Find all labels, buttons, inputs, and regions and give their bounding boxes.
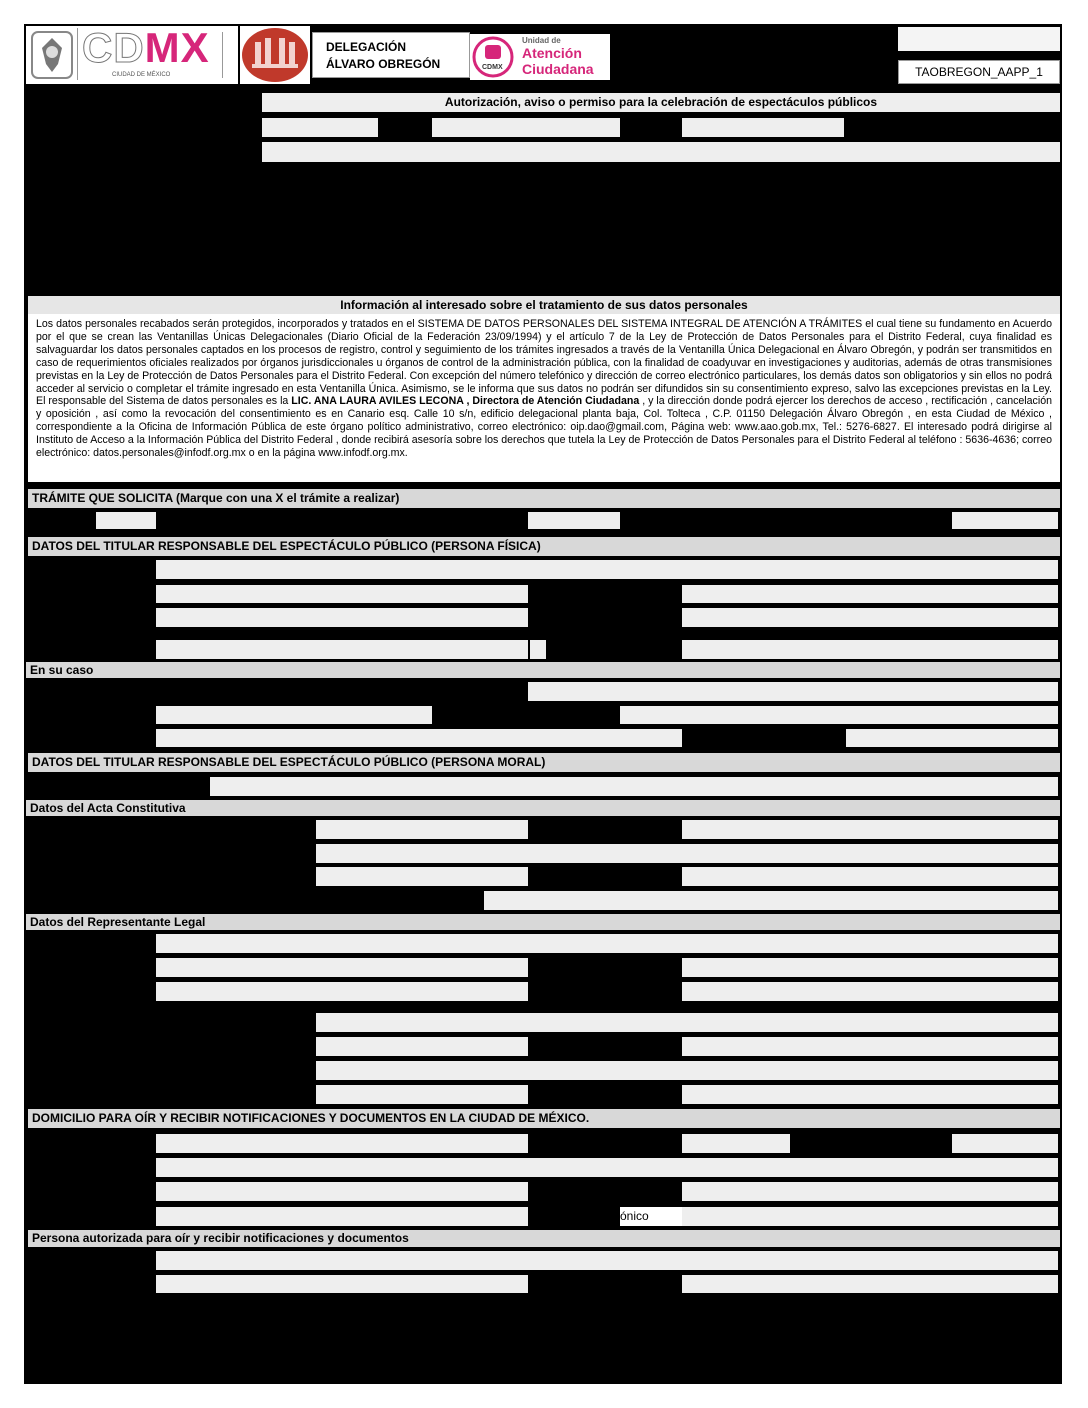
uac-badge: CDMX (482, 64, 503, 71)
privacy-notice (28, 314, 1060, 482)
dom-calle-field[interactable] (156, 1134, 528, 1153)
fisica-field-4c[interactable] (682, 640, 1058, 659)
acta-field-3b[interactable] (682, 867, 1058, 886)
rep-field-3a[interactable] (156, 982, 528, 1001)
en-su-caso-field-3b[interactable] (846, 729, 1058, 747)
acta-field-1b[interactable] (682, 820, 1058, 839)
en-su-caso-field-2a[interactable] (156, 706, 432, 724)
privacy-text-after: , y la dirección donde podrá ejercer los derechos de acceso , rectificación , cancelación y oposición , así como la revocación del consentimiento es en Canario esq. Calle 10 s/n, edificio delegacional planta baja, Col. Tolteca , C.P. 01150 Delegación Álvaro Obregón , en esta Ciudad de México , correspondiente a la Oficina de Información Pública de este órgano político administrativo, correo electrónico: oip.dao@gmail.com, Página web: www.aao.gob.mx, Tel.: 5276-6827. El interesado podrá dirigirse al Instituto de Acceso a la Información Pública del Distrito Federal , donde recibirá asesoría sobre los derechos que tutela la Ley de Protección de Datos Personales para el Distrito Federal al teléfono : 5636-4636; correo electrónico: datos.personales@infodf.org.mx o en la página www.infodf.org.mx. (36, 395, 1052, 460)
rep-field-5b[interactable] (682, 1037, 1058, 1056)
tramite-checkbox-1[interactable] (96, 512, 156, 529)
uac-line3: Ciudadana (522, 61, 594, 77)
rep-field-2a[interactable] (156, 958, 528, 977)
delegation-seal (240, 26, 310, 84)
form-sheet (24, 24, 1062, 1384)
acta-field-1a[interactable] (316, 820, 528, 839)
dom-field-4a[interactable] (156, 1207, 528, 1226)
fisica-field-2b[interactable] (682, 585, 1058, 603)
header-field-3[interactable] (682, 118, 844, 137)
section-persona-moral: DATOS DEL TITULAR RESPONSABLE DEL ESPECTÁCULO PÚBLICO (PERSONA MORAL) (28, 753, 1060, 772)
rep-field-5a[interactable] (316, 1037, 528, 1056)
uac-line1: Unidad de (522, 36, 561, 45)
dom-email-label-text: ónico (620, 1209, 649, 1223)
dom-email-label (620, 1207, 682, 1226)
section-persona-fisica: DATOS DEL TITULAR RESPONSABLE DEL ESPECTÁCULO PÚBLICO (PERSONA FÍSICA) (28, 537, 1060, 556)
autorizada-field-1[interactable] (156, 1251, 1058, 1270)
delegation-name-line2: ÁLVARO OBREGÓN (326, 57, 441, 71)
fisica-field-4b[interactable] (530, 640, 546, 659)
delegation-name-box (312, 32, 470, 78)
dom-num-int-field[interactable] (952, 1134, 1058, 1153)
en-su-caso-field-2b[interactable] (620, 706, 1058, 724)
section-persona-autorizada: Persona autorizada para oír y recibir notificaciones y documentos (28, 1230, 1060, 1247)
delegation-name-line1: DELEGACIÓN (326, 40, 407, 54)
fisica-field-2a[interactable] (156, 585, 528, 603)
header-field-4[interactable] (262, 142, 1060, 162)
delegation-seal-icon (240, 26, 310, 84)
dom-field-3a[interactable] (156, 1182, 528, 1201)
form-code-box (898, 60, 1060, 84)
fisica-field-3b[interactable] (682, 608, 1058, 627)
atencion-ciudadana-icon (472, 35, 514, 79)
cdmx-logo-text: CDMX (82, 24, 210, 71)
cdmx-logo (26, 26, 238, 84)
dom-field-3b[interactable] (682, 1182, 1058, 1201)
rep-field-3b[interactable] (682, 982, 1058, 1001)
fisica-field-4a[interactable] (156, 640, 528, 659)
acta-field-4[interactable] (484, 891, 1058, 910)
dom-colonia-field[interactable] (156, 1158, 1058, 1177)
section-domicilio: DOMICILIO PARA OÍR Y RECIBIR NOTIFICACIONES Y DOCUMENTOS EN LA CIUDAD DE MÉXICO. (28, 1109, 1060, 1128)
tramite-checkbox-3[interactable] (952, 512, 1058, 529)
rep-field-7b[interactable] (682, 1085, 1058, 1104)
rep-name-field[interactable] (156, 934, 1058, 953)
dom-email-field[interactable] (682, 1207, 1058, 1226)
autorizada-field-2a[interactable] (156, 1275, 528, 1293)
autorizada-field-2b[interactable] (682, 1275, 1058, 1293)
privacy-responsible: LIC. ANA LAURA AVILES LECONA , Directora de Atención Ciudadana (291, 395, 640, 408)
acta-field-3a[interactable] (316, 867, 528, 886)
acta-field-2[interactable] (316, 844, 1058, 863)
dom-num-ext-field[interactable] (682, 1134, 790, 1153)
coat-of-arms-icon (30, 30, 74, 80)
uac-line2: Atención (522, 45, 582, 61)
section-en-su-caso: En su caso (26, 662, 1060, 678)
tramite-checkbox-2[interactable] (528, 512, 620, 529)
header-field-1[interactable] (262, 118, 378, 137)
privacy-heading: Información al interesado sobre el tratamiento de sus datos personales (28, 296, 1060, 314)
privacy-text-before: Los datos personales recabados serán protegidos, incorporados y tratados en el SISTEMA DE DATOS PERSONALES DEL SISTEMA INTEGRAL DE ATENCIÓN A TRÁMITES el cual tiene su fundamento en Acuerdo por el que se crean las Ventanillas Únicas Delegacionales (Diario Oficial de la Federación 23/09/1994) y el artículo 7 de la Ley de Protección de Datos Personales para el Distrito Federal, cuya finalidad es salvaguardar los datos personales captados en los procesos de registro, control y seguimiento de los trámites ingresados a través de la Ventanilla Única Delegacional en Álvaro Obregón, y podrán ser transmitidos en caso de requerimientos oficiales realizados por órganos jurisdiccionales u órganos de control de la administración pública, con la finalidad de coadyuvar en investigaciones y auditorias, además de otras transmisiones previstas en la Ley de Protección de Datos Personales para el Distrito Federal. Con excepción del número telefónico y dirección de correo electrónico particulares, los demás datos son obligatorios y sin ellos no podrá acceder al servicio o completar el trámite ingresado en esta Ventanilla Única. Asimismo, se le informa que sus datos no podrán ser difundidos sin su consentimiento expreso, salvo las excepciones previstas en la Ley. El responsable del Sistema de datos personales es la (36, 318, 1052, 408)
folio-field[interactable] (898, 27, 1060, 51)
en-su-caso-field-1[interactable] (528, 682, 1058, 701)
section-representante-legal: Datos del Representante Legal (26, 914, 1060, 930)
rep-field-4[interactable] (316, 1013, 1058, 1032)
atencion-ciudadana-logo (470, 34, 610, 80)
rep-field-6[interactable] (316, 1061, 1058, 1080)
form-code: TAOBREGON_AAPP_1 (915, 65, 1043, 79)
en-su-caso-field-3a[interactable] (156, 729, 682, 747)
form-title: Autorización, aviso o permiso para la celebración de espectáculos públicos (262, 93, 1060, 112)
section-acta-constitutiva: Datos del Acta Constitutiva (26, 800, 1060, 816)
rep-field-7a[interactable] (316, 1085, 528, 1104)
section-tramite: TRÁMITE QUE SOLICITA (Marque con una X el trámite a realizar) (28, 489, 1060, 508)
moral-razon-social-field[interactable] (210, 777, 1058, 796)
rep-field-2b[interactable] (682, 958, 1058, 977)
header-field-2[interactable] (432, 118, 620, 137)
fisica-name-field[interactable] (156, 560, 1058, 579)
fisica-field-3a[interactable] (156, 608, 528, 627)
cdmx-logo-subtitle: CIUDAD DE MÉXICO (112, 72, 171, 78)
